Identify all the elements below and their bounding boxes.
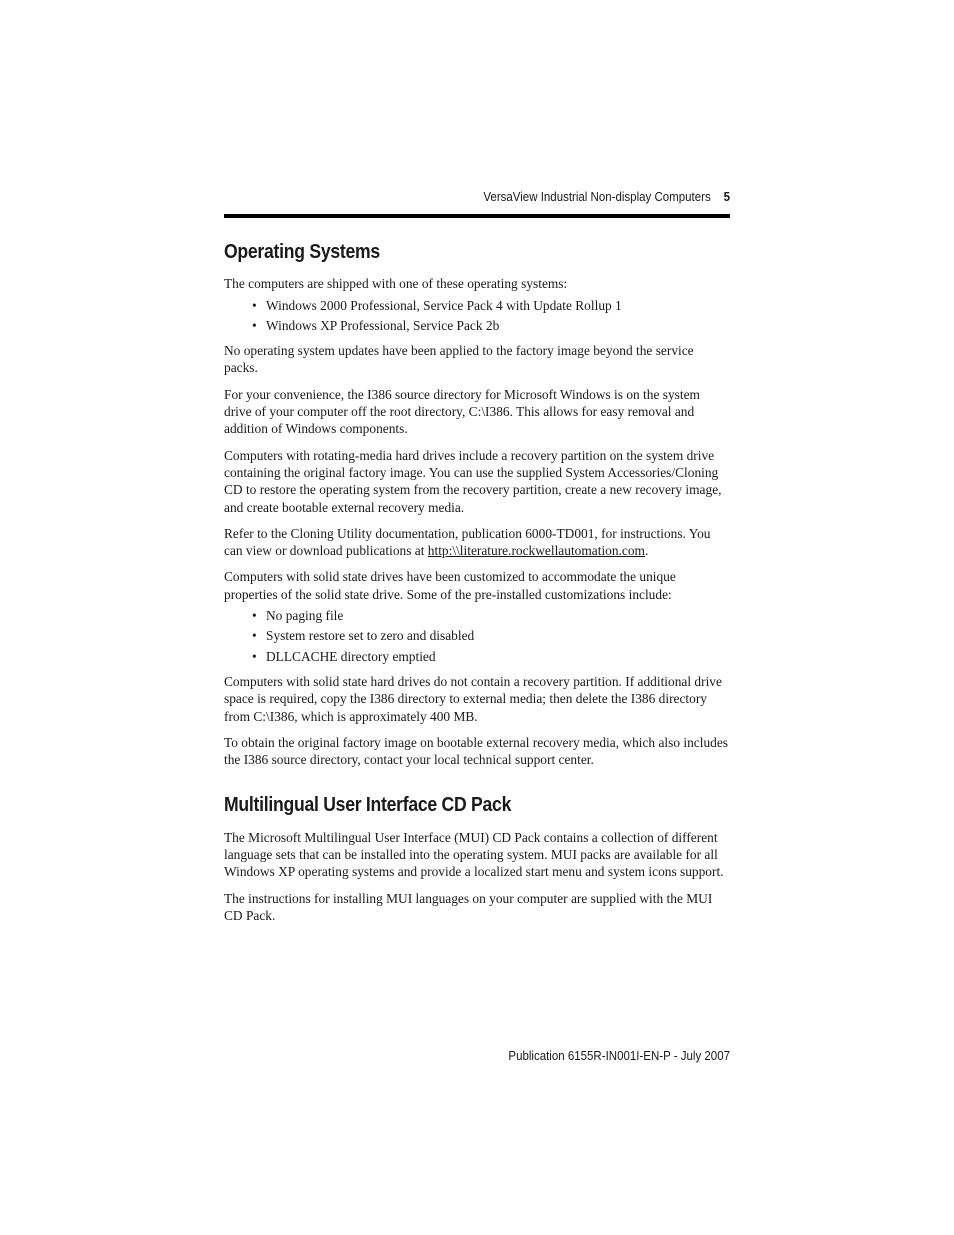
paragraph-solid-state: Computers with solid state drives have been customized to accommodate the unique properties of the solid state drive. Some of the pre-installed customizations include:: [224, 569, 676, 602]
paragraph-intro: The computers are shipped with one of these operating systems:: [224, 276, 568, 292]
os-list: [224, 297, 730, 335]
paragraph-rotating-media: Computers with rotating-media hard drives include a recovery partition on the system drive containing the original factory image. You can use the supplied System Accessories/Cloning CD to restore the operating system from the recovery partition, create a new recovery image, and create bootable external recovery media.: [224, 447, 722, 515]
list-item: • Windows XP Professional, Service Pack 2b: [252, 317, 730, 334]
running-title: VersaView Industrial Non-display Computers: [483, 190, 711, 204]
paragraph-i386: For your convenience, the I386 source directory for Microsoft Windows is on the system drive of your computer off the root directory, C:\I386. This allows for easy removal and addition of Windows components.: [224, 386, 700, 437]
section-title-operating-systems: Operating Systems: [224, 241, 380, 263]
paragraph-mui: The Microsoft Multilingual User Interface (MUI) CD Pack contains a collection of different language sets that can be installed into the operating system. MUI packs are available for all Windows XP operating systems and provide a localized start menu and system icons support.: [224, 829, 724, 880]
paragraph-refer: [224, 525, 730, 560]
running-header: [264, 190, 730, 210]
link-suffix: .: [644, 543, 649, 559]
page-body: [224, 241, 730, 933]
paragraph-obtain: To obtain the original factory image on bootable external recovery media, which also includes the I386 source directory, contact your local technical support center.: [224, 734, 729, 768]
paragraph-mui-instructions: The instructions for installing MUI languages on your computer are supplied with the MUI CD Pack.: [224, 890, 713, 923]
section-operating-systems: [224, 241, 730, 768]
literature-link[interactable]: http:\\literature.rockwellautomation.com: [427, 543, 645, 559]
list-item: • No paging file: [252, 607, 730, 624]
publication-footer: Publication 6155R-IN001I-EN-P - July 2007: [508, 1049, 730, 1063]
page-number: 5: [723, 190, 730, 204]
list-item: • Windows 2000 Professional, Service Pack 4 with Update Rollup 1: [252, 297, 730, 314]
section-mui: [224, 794, 730, 924]
header-rule: [224, 214, 730, 218]
list-item: • System restore set to zero and disabled: [252, 627, 730, 644]
refer-text: Refer to the Cloning Utility documentation, publication 6000-TD001, for instructions. You can view or download publications at: [224, 525, 711, 559]
paragraph-no-recovery: Computers with solid state hard drives do not contain a recovery partition. If additional drive space is required, copy the I386 directory to external media; then delete the I386 directory from C:\I386, which is approximately 400 MB.: [224, 673, 722, 724]
customizations-list: [224, 607, 730, 665]
paragraph-updates: No operating system updates have been applied to the factory image beyond the service packs.: [224, 343, 694, 376]
list-item: • DLLCACHE directory emptied: [252, 648, 730, 665]
section-title-mui: Multilingual User Interface CD Pack: [224, 794, 512, 817]
